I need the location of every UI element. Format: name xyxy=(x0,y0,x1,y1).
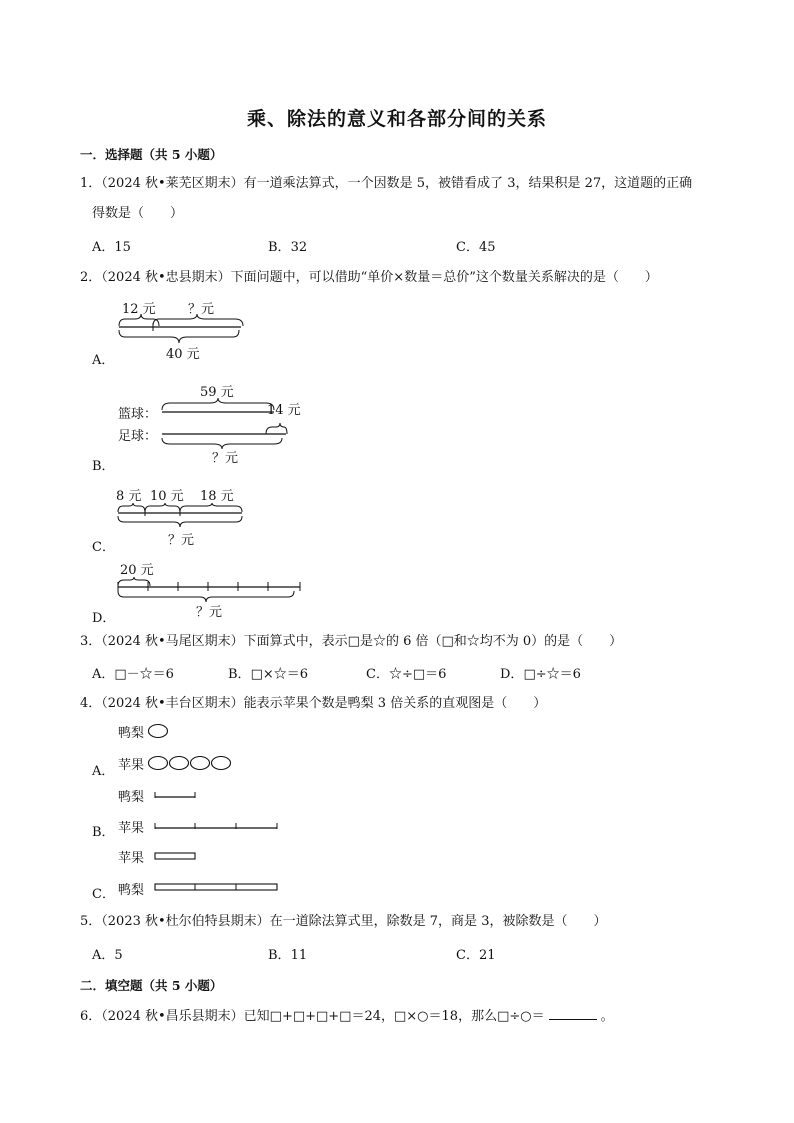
answer-blank[interactable] xyxy=(549,1005,597,1020)
bar-rect xyxy=(155,853,195,859)
q3-option-d[interactable] xyxy=(500,663,581,682)
option-letter: A． xyxy=(92,667,115,682)
question-2-stem: 2．（2024 秋•忠县期末）下面问题中，可以借助“单价×数量＝总价”这个数量关系解决的是（ ） xyxy=(80,270,658,285)
q3-option-b[interactable] xyxy=(228,663,308,682)
q2-option-a-diagram xyxy=(110,296,260,366)
label-12-yuan: 12 元 xyxy=(122,302,156,317)
option-letter: A． xyxy=(92,948,115,963)
q4b-apple-segment xyxy=(154,821,282,833)
option-letter: D． xyxy=(500,667,524,682)
row-label-football: 足球： xyxy=(118,429,158,444)
q1-option-a[interactable] xyxy=(92,236,131,255)
q2-option-b-letter[interactable]: B． xyxy=(92,459,115,474)
circle-icon xyxy=(149,725,168,738)
q1-option-c[interactable] xyxy=(456,236,496,255)
question-5-stem: 5．（2023 秋•杜尔伯特县期末）在一道除法算式里，除数是 7，商是 3，被除数是（ ） xyxy=(80,914,607,929)
circle-icon xyxy=(191,757,210,770)
option-text: 15 xyxy=(114,240,131,255)
q4-option-c-letter[interactable]: C． xyxy=(92,887,115,902)
q4c-label-apple: 苹果 xyxy=(118,851,145,866)
option-text: 5 xyxy=(114,948,123,963)
q1-option-b[interactable] xyxy=(268,236,307,255)
brace-18 xyxy=(180,503,242,512)
option-text: 45 xyxy=(478,240,496,255)
q4c-label-pear: 鸭梨 xyxy=(118,883,145,898)
page-title: 乘、除法的意义和各部分间的关系 xyxy=(246,108,547,130)
q4b-label-pear: 鸭梨 xyxy=(118,790,145,805)
question-6 xyxy=(80,1005,614,1027)
option-text: □－☆＝6 xyxy=(114,667,174,682)
question-6-end: 。 xyxy=(600,1009,614,1024)
q4a-label-pear: 鸭梨 xyxy=(118,726,145,741)
row-label-basketball: 篮球： xyxy=(118,407,158,422)
label-total-unknown: ？元 xyxy=(168,533,195,548)
label-20-yuan: 20 元 xyxy=(120,563,154,578)
q4b-pear-segment xyxy=(154,790,200,802)
question-1-line-2: 得数是（ ） xyxy=(92,206,184,221)
label-unknown-yuan: ？元 xyxy=(188,302,215,317)
circle-icon xyxy=(170,757,189,770)
q3-option-c[interactable] xyxy=(366,663,446,682)
q4c-apple-bar xyxy=(154,851,200,863)
brace-bottom-total xyxy=(119,330,239,343)
q5-option-c[interactable] xyxy=(456,944,496,963)
q4-option-a-letter[interactable]: A． xyxy=(92,764,115,779)
q2-option-c-diagram xyxy=(110,484,260,552)
question-1-line-1: 1．（2024 秋•莱芜区期末）有一道乘法算式，一个因数是 5，被错看成了 3，结果积是 27，这道题的正确 xyxy=(80,176,693,191)
option-letter: B． xyxy=(268,240,291,255)
option-letter: C． xyxy=(456,948,479,963)
option-text: 32 xyxy=(290,240,308,255)
q5-option-b[interactable] xyxy=(268,944,307,963)
brace-top-basketball xyxy=(162,398,274,410)
q5-option-a[interactable] xyxy=(92,944,123,963)
brace-8 xyxy=(118,503,145,512)
q4b-label-apple: 苹果 xyxy=(118,821,145,836)
question-6-stem: 6．（2024 秋•昌乐县期末）已知□+□+□+□＝24，□×○＝18，那么□÷○＝ xyxy=(80,1009,545,1024)
label-total-unknown: ？元 xyxy=(196,605,223,620)
bar-rect xyxy=(155,884,277,890)
label-10-yuan: 10 元 xyxy=(150,489,184,504)
label-8-yuan: 8 元 xyxy=(116,489,142,504)
option-text: ☆÷□＝6 xyxy=(388,667,447,682)
brace-bottom-total xyxy=(162,438,282,449)
label-18-yuan: 18 元 xyxy=(200,489,234,504)
section-heading-fill-in: 二．填空题（共 5 小题） xyxy=(80,978,223,993)
q2-option-d-diagram xyxy=(110,558,310,624)
option-letter: B． xyxy=(228,667,251,682)
option-letter: C． xyxy=(456,240,479,255)
q2-option-d-letter[interactable]: D． xyxy=(92,611,116,626)
option-letter: A． xyxy=(92,240,115,255)
section-heading-choice: 一．选择题（共 5 小题） xyxy=(80,147,223,162)
q2-option-c-letter[interactable]: C． xyxy=(92,540,115,555)
q4-option-b-letter[interactable]: B． xyxy=(92,825,115,840)
brace-unit xyxy=(118,577,150,586)
q2-option-b-diagram xyxy=(160,380,310,470)
option-text: 21 xyxy=(478,948,496,963)
option-text: □×☆＝6 xyxy=(250,667,309,682)
question-3-stem: 3．（2024 秋•马尾区期末）下面算式中，表示□是☆的 6 倍（□和☆均不为 0）的是（ ） xyxy=(80,634,623,649)
q3-option-a[interactable] xyxy=(92,663,174,682)
option-text: 11 xyxy=(290,948,308,963)
brace-bottom-total xyxy=(118,591,294,602)
label-14-yuan: 14 元 xyxy=(267,403,301,418)
option-letter: B． xyxy=(268,948,291,963)
q4a-apple-circles xyxy=(148,755,238,771)
q2-option-a-letter[interactable]: A． xyxy=(92,353,115,368)
label-total-40: 40 元 xyxy=(166,347,200,362)
q4a-pear-circles xyxy=(148,723,172,739)
question-4-stem: 4．（2024 秋•丰台区期末）能表示苹果个数是鸭梨 3 倍关系的直观图是（ ） xyxy=(80,696,547,711)
label-59-yuan: 59 元 xyxy=(200,385,234,400)
q4a-label-apple: 苹果 xyxy=(118,758,145,773)
option-letter: C． xyxy=(366,667,389,682)
label-total-unknown: ？元 xyxy=(212,451,239,466)
brace-extra xyxy=(266,423,287,434)
circle-icon xyxy=(149,757,168,770)
q4c-pear-bar xyxy=(154,882,282,894)
brace-bottom-total xyxy=(118,516,242,527)
circle-icon xyxy=(212,757,231,770)
option-text: □÷☆＝6 xyxy=(523,667,581,682)
brace-10 xyxy=(145,503,180,512)
